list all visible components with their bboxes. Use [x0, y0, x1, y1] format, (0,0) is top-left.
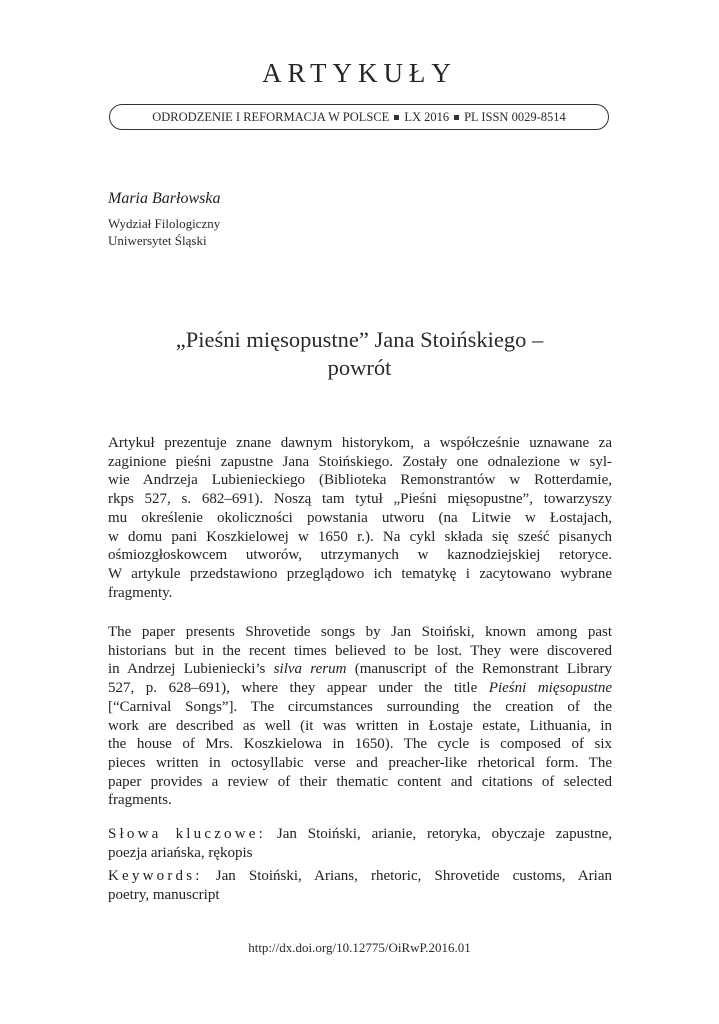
abstract-polish	[108, 434, 612, 602]
abstract-line: ośmiozgłoskowcem utworów, utrzymanych w kaznodziejskiej retoryce.	[108, 547, 612, 564]
doi-link[interactable]: http://dx.doi.org/10.12775/OiRwP.2016.01	[248, 940, 471, 955]
abstract-line: rkps 527, s. 682–691). Noszą tam tytuł „Pieśni mięsopustne”, towarzyszy	[108, 491, 612, 508]
text-run: (manuscript of the Remonstrant Library	[346, 661, 612, 678]
keywords-polish	[108, 825, 612, 862]
abstract-line: the house of Mrs. Koszkielowa in 1650). The cycle is composed of six	[108, 736, 612, 753]
keywords-label: Słowa kluczowe:	[108, 826, 267, 842]
abstract-line: zaginione pieśni zapustne Jana Stoińskiego. Zostały one odnalezione w syl-	[108, 453, 612, 470]
journal-issn: PL ISSN 0029-8514	[464, 110, 566, 124]
keywords-line: poetry, manuscript	[108, 886, 220, 903]
journal-name: ODRODZENIE I REFORMACJA W POLSCE	[152, 110, 390, 124]
abstract-line: wie Andrzeja Lubienieckiego (Biblioteka Remonstrantów w Rotterdamie,	[108, 472, 612, 489]
abstract-line: work are described as well (it was written in Łostaje estate, Lithuania, in	[108, 717, 612, 734]
section-title: ARTYKUŁY	[262, 58, 457, 88]
journal-volume: LX 2016	[404, 110, 450, 124]
abstract-line	[108, 679, 612, 698]
abstract-english	[108, 623, 612, 810]
article-title-line: powrót	[327, 355, 392, 380]
abstract-line: pieces written in octosyllabic verse and preacher-like rhetorical form. The	[108, 754, 612, 771]
keywords-label: Keywords:	[108, 868, 203, 884]
abstract-line: paper provides a review of their thematic content and citations of selected	[108, 773, 612, 790]
abstract-line: fragments.	[108, 792, 172, 809]
text-run: 527, p. 628–691), where they appear under the title	[108, 680, 489, 697]
italic-text: Pieśni mięsopustne	[488, 680, 612, 697]
separator-square-icon	[394, 115, 399, 120]
abstract-line: [“Carnival Songs”]. The circumstances surrounding the creation of the	[108, 698, 612, 715]
abstract-line: fragmenty.	[108, 584, 173, 601]
abstract-line: Artykuł prezentuje znane dawnym historykom, a współcześnie uznawane za	[108, 435, 612, 451]
keywords-text: Jan Stoiński, Arians, rhetoric, Shrovetide customs, Arian	[202, 868, 612, 884]
italic-text: silva rerum	[273, 661, 347, 678]
author-department: Wydział Filologiczny	[108, 216, 221, 231]
keywords-line	[108, 825, 612, 844]
article-title-line: „Pieśni mięsopustne” Jana Stoińskiego –	[175, 327, 544, 352]
separator-square-icon	[454, 115, 459, 120]
keywords-english	[108, 867, 612, 904]
journal-header	[109, 104, 609, 130]
text-run: in Andrzej Lubieniecki’s	[108, 661, 274, 678]
keywords-line: poezja ariańska, rękopis	[108, 844, 253, 861]
abstract-line: historians but in the recent times believed to be lost. They were discovered	[108, 642, 612, 659]
author-university: Uniwersytet Śląski	[108, 233, 207, 248]
abstract-line: The paper presents Shrovetide songs by Jan Stoiński, known among past	[108, 624, 612, 640]
article-title	[0, 326, 719, 382]
abstract-line: w domu pani Koszkielowej w 1650 r.). Na cykl składa się sześć pisanych	[108, 528, 612, 545]
keywords-line	[108, 867, 612, 886]
abstract-line	[108, 660, 612, 679]
author-name: Maria Barłowska	[108, 190, 221, 207]
keywords-text: Jan Stoiński, arianie, retoryka, obyczaje zapustne,	[266, 826, 612, 842]
abstract-line: mu określenie okoliczności powstania utworu (na Litwie w Łostajach,	[108, 509, 612, 526]
abstract-line: W artykule przedstawiono przeglądowo ich tematykę i zacytowano wybrane	[108, 565, 612, 582]
